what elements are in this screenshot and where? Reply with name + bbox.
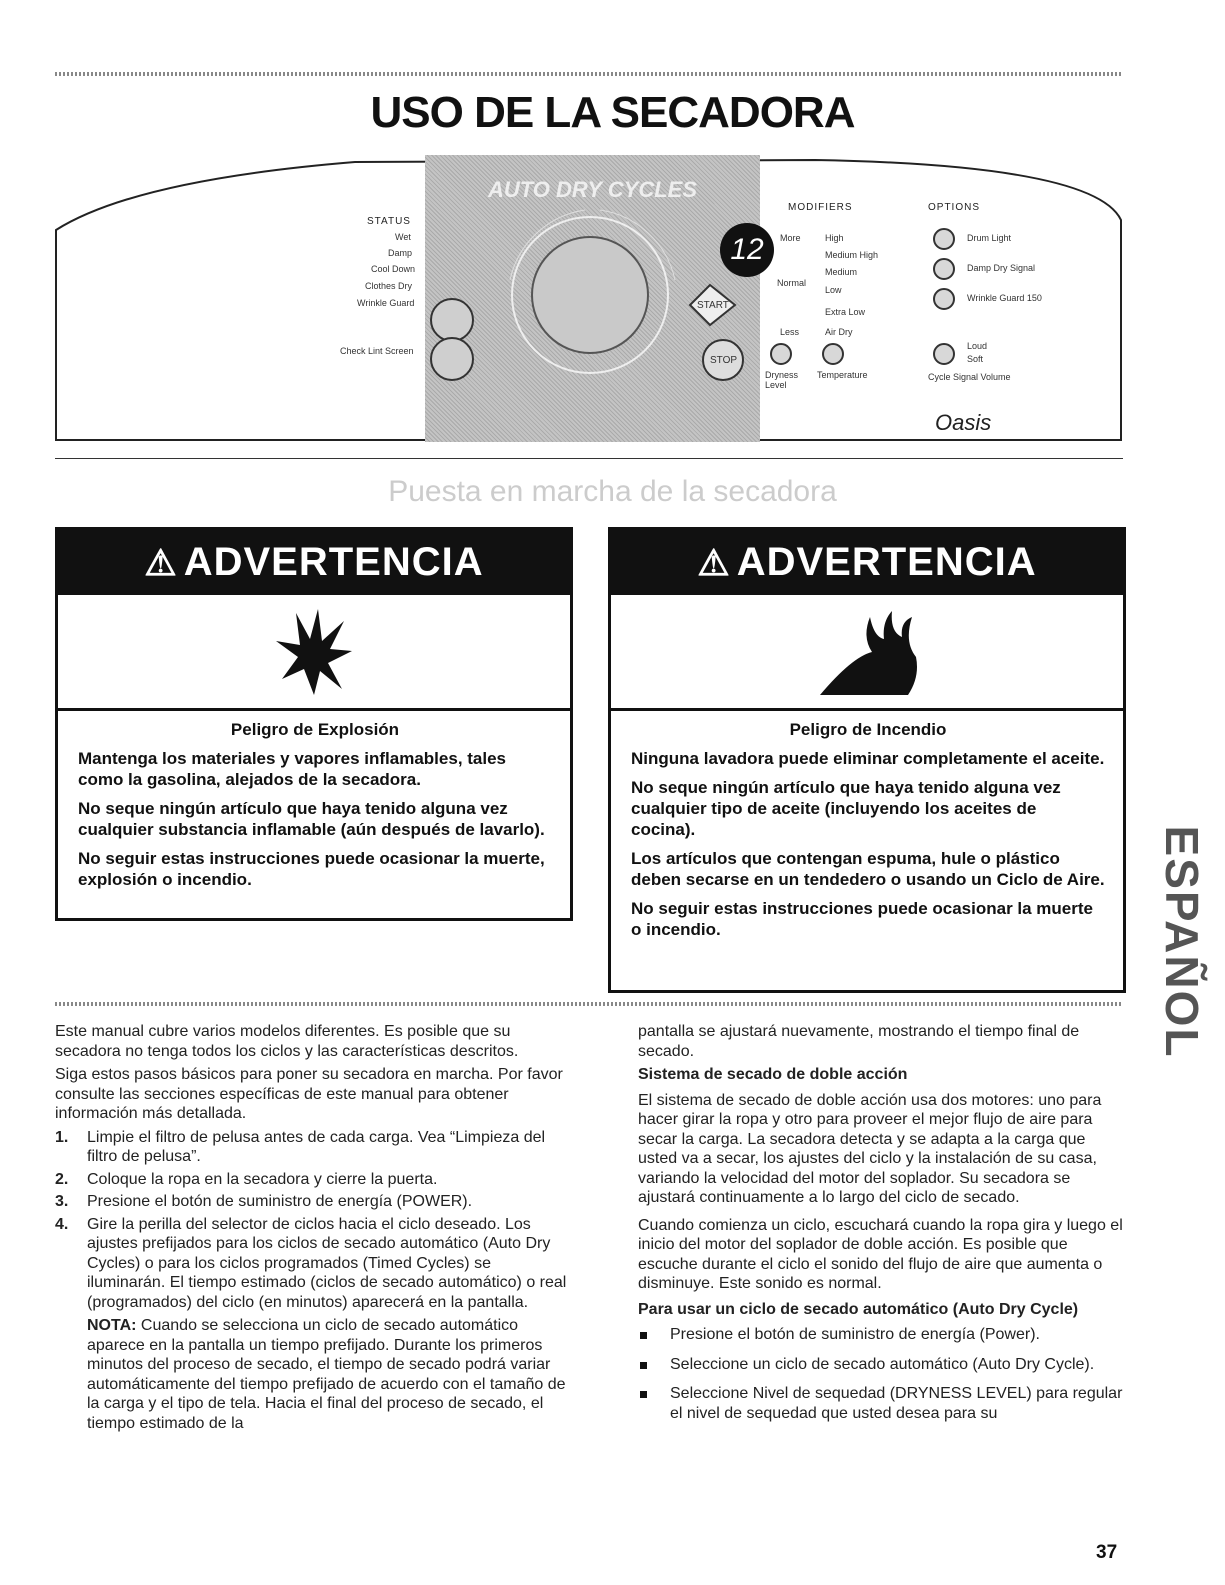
page-number: 37	[1096, 1542, 1118, 1563]
language-side-tab	[1152, 815, 1207, 1065]
status-cool-down: Cool Down	[371, 264, 416, 274]
step-text: Limpie el filtro de pelusa antes de cada carga. Vea “Limpieza del filtro de pelusa”.	[87, 1128, 546, 1165]
explosion-icon-area	[58, 595, 570, 711]
list-item	[55, 1128, 570, 1167]
intro-paragraph: Siga estos pasos básicos para poner su secadora en marcha. Por favor consulte las secciones específicas de este manual para obtener información más detallada.	[55, 1066, 563, 1122]
dryness-level-button[interactable]	[770, 343, 792, 365]
cycle-knob-graphic	[425, 155, 760, 442]
body-paragraph: Cuando comienza un ciclo, escuchará cuando la ropa gira y luego el inicio del motor del soplador de doble acción. Es posible que escuche durante el ciclo el sonido del flujo de aire que aumenta o disminuye. Este sonido es normal.	[638, 1216, 1123, 1292]
status-wrinkle-guard: Wrinkle Guard	[357, 298, 415, 308]
side-tab-label: ESPAÑOL	[1156, 825, 1208, 1059]
step-text: Presione el botón de suministro de energía (POWER).	[87, 1193, 473, 1210]
warning-header	[58, 530, 570, 595]
dryness-more: More	[780, 233, 801, 243]
cycle-signal-volume-button[interactable]	[933, 343, 955, 365]
warning-paragraph: Mantenga los materiales y vapores inflamables, tales como la gasolina, alejados de la secadora.	[78, 749, 507, 789]
right-column	[638, 1022, 1128, 1433]
dryness-normal: Normal	[777, 278, 807, 288]
step-text: Gire la perilla del selector de ciclos hacia el ciclo deseado. Los ajustes prefijados para los ciclos de secado automático (Auto Dry Cycles) o para los ciclos programados (Timed Cycles) se iluminarán. El tiempo estimado (ciclos de secado automático) o real (programados) del ciclo (en minutos) aparecerá en la pantalla.	[87, 1215, 567, 1311]
bullet-text: Presione el botón de suministro de energía (Power).	[670, 1326, 1040, 1343]
temperature-label: Temperature	[817, 370, 868, 380]
left-column	[55, 1022, 570, 1437]
body-paragraph: El sistema de secado de doble acción usa dos motores: uno para hacer girar la ropa y otro para proveer el mejor flujo de aire para secar la carga. La secadora detecta y se adapta a la carga que usted va a secar, los ajustes del ciclo y la instalación de su casa, variando la velocidad del motor del soplador. Su secadora se ajustará continuamente a lo largo del ciclo de secado.	[638, 1091, 1102, 1206]
note-label: NOTA:	[87, 1317, 137, 1334]
explosion-icon	[274, 607, 354, 697]
intro-paragraph: Este manual cubre varios modelos diferentes. Es posible que su secadora no tenga todos los ciclos y las características descritos.	[55, 1023, 519, 1060]
bullet-icon	[640, 1391, 647, 1398]
step-number: 3.	[55, 1193, 69, 1210]
option-wrinkle-guard: Wrinkle Guard 150	[967, 293, 1042, 303]
control-panel-illustration	[55, 150, 1123, 442]
note-text: Cuando se selecciona un ciclo de secado automático aparece en la pantalla un tiempo prefijado. Durante los primeros minutos del proceso de secado, el tiempo de secado podrá variar automáticamente del tiempo prefijado de acuerdo con el tamaño de la carga y el tipo de tela. Hacia el final del proceso de secado, el tiempo estimado de la	[87, 1317, 566, 1432]
auto-dry-cycles-header: AUTO DRY CYCLES	[487, 177, 698, 202]
step-number: 2.	[55, 1170, 69, 1188]
bullet-icon	[640, 1332, 647, 1339]
warning-header-text: ADVERTENCIA	[183, 540, 484, 584]
page-title: USO DE LA SECADORA	[370, 88, 855, 137]
list-item	[638, 1325, 1128, 1345]
volume-loud: Loud	[967, 341, 988, 351]
check-lint-screen: Check Lint Screen	[340, 346, 414, 356]
warning-paragraph: No seguir estas instrucciones puede ocasionar la muerte, explosión o incendio.	[78, 849, 545, 889]
damp-dry-signal-button[interactable]	[933, 258, 955, 280]
warning-header-text: ADVERTENCIA	[736, 540, 1037, 584]
status-wet: Wet	[395, 232, 411, 242]
steps-list	[55, 1128, 570, 1434]
time-display: 12	[720, 223, 774, 277]
brand-logo: Oasis	[935, 410, 992, 435]
list-item	[55, 1192, 570, 1212]
wrinkle-guard-button[interactable]	[933, 288, 955, 310]
bullet-text: Seleccione un ciclo de secado automático (Auto Dry Cycle).	[670, 1355, 1095, 1373]
explosion-warning-box	[55, 527, 573, 921]
temp-medium-high: Medium High	[825, 250, 879, 260]
warning-triangle-icon: ⚠	[697, 541, 731, 583]
bullet-text: Seleccione Nivel de sequedad (DRYNESS LEVEL) para regular el nivel de sequedad que usted desea para su	[670, 1385, 1123, 1422]
start-button-label: START	[697, 300, 729, 311]
list-item	[638, 1355, 1128, 1375]
list-item	[55, 1170, 570, 1190]
warning-title: Peligro de Explosión	[230, 720, 400, 739]
dryness-less: Less	[780, 327, 800, 337]
fire-icon	[812, 607, 922, 697]
bullet-list	[638, 1325, 1128, 1423]
pause-button[interactable]	[430, 337, 474, 381]
step-text: Coloque la ropa en la secadora y cierre la puerta.	[87, 1170, 438, 1188]
warning-paragraph: No seque ningún artículo que haya tenido alguna vez cualquier tipo de aceite (incluyendo los aceites de cocina).	[631, 778, 1061, 839]
warning-paragraph: Los artículos que contengan espuma, hule o plástico deben secarse en un tendedero o usando un Ciclo de Aire.	[631, 849, 1105, 889]
section-rule	[55, 458, 1123, 459]
volume-soft: Soft	[967, 354, 984, 364]
power-button[interactable]	[430, 298, 474, 342]
bullet-icon	[640, 1362, 647, 1369]
warning-paragraph: No seque ningún artículo que haya tenido alguna vez cualquier substancia inflamable (aún después de lavarlo).	[78, 799, 545, 839]
warning-paragraph: No seguir estas instrucciones puede ocasionar la muerte o incendio.	[631, 899, 1093, 939]
temp-air-dry: Air Dry	[825, 327, 853, 337]
option-drum-light: Drum Light	[967, 233, 1012, 243]
list-item	[55, 1215, 570, 1434]
warning-header	[611, 530, 1123, 595]
fire-icon-area	[611, 595, 1123, 711]
subheading-auto-dry: Para usar un ciclo de secado automático (Auto Dry Cycle)	[638, 1300, 1079, 1318]
temperature-button[interactable]	[822, 343, 844, 365]
temp-low: Low	[825, 285, 842, 295]
modifiers-header: MODIFIERS	[788, 202, 853, 213]
temp-extra-low: Extra Low	[825, 307, 866, 317]
list-item	[638, 1384, 1128, 1423]
options-header: OPTIONS	[928, 202, 981, 213]
cycle-signal-volume-label: Cycle Signal Volume	[928, 372, 1011, 382]
drum-light-button[interactable]	[933, 228, 955, 250]
section-heading: Puesta en marcha de la secadora	[388, 475, 837, 508]
status-clothes-dry: Clothes Dry	[365, 281, 413, 291]
continued-paragraph: pantalla se ajustará nuevamente, mostrando el tiempo final de secado.	[638, 1023, 1080, 1060]
step-number: 4.	[55, 1215, 69, 1233]
temp-high: High	[825, 233, 844, 243]
middle-dotted-rule	[55, 1002, 1123, 1006]
dryness-level-label: Dryness Level	[765, 370, 799, 390]
top-dotted-rule	[55, 72, 1123, 76]
note-paragraph	[87, 1316, 570, 1433]
status-damp: Damp	[388, 248, 413, 258]
subheading-dual-action: Sistema de secado de doble acción	[638, 1066, 908, 1083]
warning-paragraph: Ninguna lavadora puede eliminar completamente el aceite.	[631, 749, 1105, 768]
warning-triangle-icon: ⚠	[144, 541, 178, 583]
fire-warning-box	[608, 527, 1126, 993]
stop-button-label: STOP	[710, 355, 738, 366]
status-header: STATUS	[367, 216, 411, 227]
temp-medium: Medium	[825, 267, 858, 277]
step-number: 1.	[55, 1128, 69, 1146]
warning-title: Peligro de Incendio	[789, 720, 947, 739]
option-damp-dry-signal: Damp Dry Signal	[967, 263, 1036, 273]
